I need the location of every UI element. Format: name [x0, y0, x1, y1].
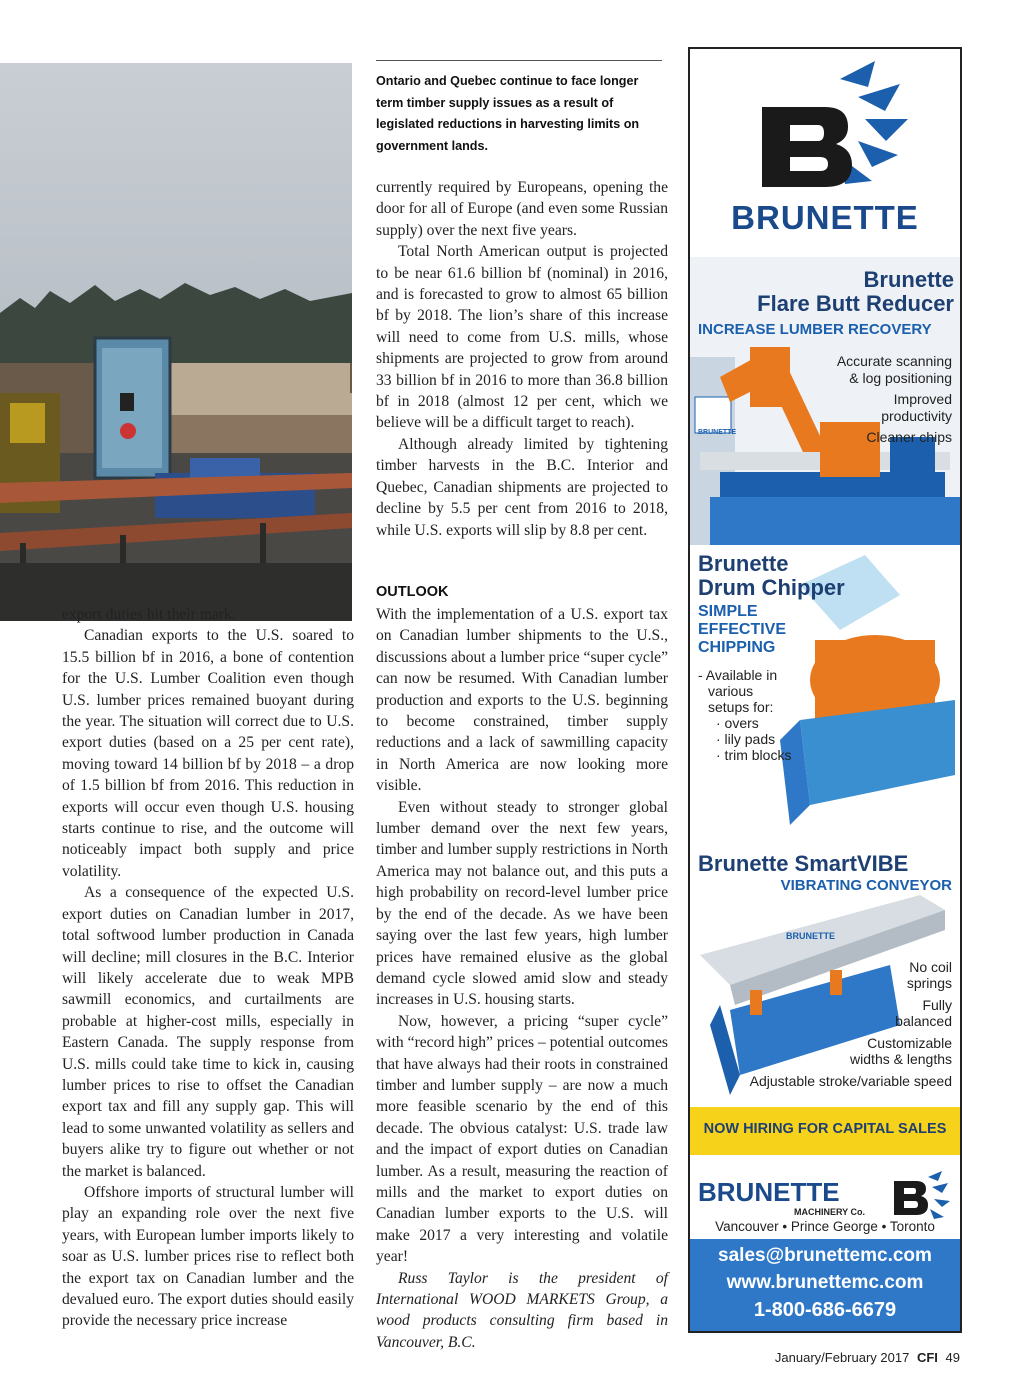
feature-text: productivity [881, 408, 952, 424]
feature-text: & log positioning [849, 370, 952, 386]
brunette-logo-icon [690, 49, 960, 199]
feature-text: setups for: [708, 699, 774, 715]
brand-footer-name: BRUNETTE [698, 1177, 840, 1207]
middle-column-bottom [376, 604, 668, 1353]
flare-tagline: INCREASE LUMBER RECOVERY [698, 321, 932, 338]
photo-caption: Ontario and Quebec continue to face longer term timber supply issues as a result of legislated reductions in harvesting limits on government lands. [376, 60, 662, 157]
drum-tagline [698, 603, 786, 657]
feature-text: - Available in [698, 667, 778, 683]
flare-title-1: Brunette [863, 267, 954, 292]
article-photo [0, 63, 352, 621]
machine-label: BRUNETTE [698, 429, 737, 436]
office-cities: Vancouver • Prince George • Toronto [715, 1219, 935, 1234]
paragraph: Offshore imports of structural lumber will play an expanding role over the next five years, with European lumber imports likely to soar as U.S. lumber prices rise to reflect both the export tax on Canadian lumber and the devalued euro. The export duties should easily provide the necessary price increase [62, 1183, 354, 1330]
feature-text: various [708, 683, 754, 699]
hiring-banner [690, 1107, 960, 1155]
paragraph: Total North American output is projected to be near 61.6 billion bf (nominal) in 2016, and is forecasted to grow to almost 65 billion bf by 2018. The lion’s share of this increase will need to come from U.S. mills, whose shipments are projected to grow from around 33 billion bf in 2016 to more than 36.8 billion bf in 2018 (almost 12 per cent, which we believe will be a difficult target to reach). [376, 243, 668, 432]
tagline-text: EFFECTIVE [698, 621, 787, 638]
brunette-small-logo-icon [890, 1169, 952, 1221]
feature-text: balanced [895, 1013, 952, 1029]
tagline-text: CHIPPING [698, 639, 776, 656]
paragraph: With the implementation of a U.S. export tax on Canadian lumber shipments to the U.S., discussions about a lumber price “super cycle” can now be resumed. With Canadian lumber production and exports to the U.S. beginning to become constrained, timber supply reductions and a lack of sawmilling capacity in North America are now looking more visible. [376, 606, 668, 795]
ad-contact-block [690, 1239, 960, 1331]
flare-features [837, 353, 952, 446]
feature-text: widths & lengths [850, 1051, 952, 1067]
ad-flare-butt-reducer [690, 257, 960, 545]
paragraph: Canadian exports to the U.S. soared to 15.5 billion bf in 2016, a bone of contention for the U.S. Lumber Coalition even though U.S. lumber prices remained buoyant during the year. The situation will correct due to U.S. export duties (based on a 25 per cent rate), moving toward 14 billion bf by 2018 – a drop of 1.5 billion bf from 2016. This reduction in exports will occur even though U.S. housing starts continue to rise, and the outcome will noticeably impact both supply and price volatility. [62, 627, 354, 880]
feature-text: · lily pads [716, 731, 776, 747]
feature-text: Improved [893, 391, 952, 407]
feature-text: springs [906, 975, 952, 991]
brand-subtitle: MACHINERY Co. [794, 1207, 866, 1217]
magazine-name: CFI [916, 1350, 938, 1365]
vibe-title: Brunette SmartVIBE [698, 851, 909, 876]
tagline-text: SIMPLE [698, 603, 758, 620]
paragraph: Even without steady to stronger global lumber demand over the next few years, timber and lumber supply restrictions in North America may not balance out, and this puts a high probability on record-level lumber price by the end of the decade. As we have been saying over the last few years, high lumber prices have remained elusive as the global demand cycle slowed amid slow and steady increases in U.S. housing starts. [376, 798, 668, 1009]
feature-text: Fully [922, 997, 952, 1013]
feature-text: Adjustable stroke/variable speed [749, 1073, 952, 1089]
feature-text: · overs [716, 715, 759, 731]
brunette-advertisement [688, 47, 962, 1333]
flare-title-2: Flare Butt Reducer [757, 291, 954, 316]
feature-text: Customizable [867, 1035, 952, 1051]
ad-drum-chipper [690, 545, 960, 835]
left-column [62, 604, 354, 1332]
ad-smartvibe [690, 835, 960, 1107]
vibe-tagline: VIBRATING CONVEYOR [780, 877, 952, 894]
paragraph: Now, however, a pricing “super cycle” with “record high” prices – potential outcomes that have always had their roots in constrained timber and lumber supply – are now a much more feasible scenario by the end of this decade. The obvious catalyst: U.S. trade law and the impact of export duties on Canadian lumber. As a result, measuring the reaction of mills and the market to export duties on Canadian lumber exports to the U.S. will make 2017 a very interesting and volatile year! [376, 1012, 668, 1266]
paragraph: As a consequence of the expected U.S. export duties on Canadian lumber in 2017, total softwood lumber production in Canada will decline; mill closures in the B.C. Interior will likely accelerate due to weak MPB sawmill economics, and curtailments are probable at higher-cost mills, especially in Eastern Canada. The supply response from U.S. mills could take time to kick in, causing lumber prices to rise to offset the Canadian export tax and fill any supply gap. This will lead to some unwanted volatility as sellers and buyers alike try to figure out whether or not the market is balanced. [62, 884, 354, 1180]
sawmill-photo [0, 63, 352, 621]
hiring-text: NOW HIRING FOR CAPITAL SALES [703, 1121, 947, 1137]
drum-title-1: Brunette [698, 551, 789, 576]
ad-logo-block [690, 49, 960, 257]
paragraph: currently required by Europeans, opening the door for all of Europe (and even some Russian supply) over the next five years. [376, 179, 668, 239]
contact-email[interactable]: sales@brunettemc.com [718, 1245, 932, 1266]
page-number: 49 [945, 1350, 960, 1365]
page-footer [775, 1350, 960, 1365]
drum-title-2: Drum Chipper [698, 575, 845, 600]
middle-column-top [376, 177, 668, 541]
paragraph: Although already limited by tightening timber harvests in the B.C. Interior and Quebec, Canadian shipments are projected to decline by 5.5 per cent from 2016 to 2018, while U.S. exports will slip by 8.8 per cent. [376, 435, 668, 539]
vibe-features [750, 959, 952, 1089]
feature-text: · trim blocks [716, 747, 792, 763]
drum-features [698, 667, 791, 763]
paragraph: export duties hit their mark. [62, 606, 236, 623]
contact-phone[interactable]: 1-800-686-6679 [753, 1299, 897, 1321]
contact-website[interactable]: www.brunettemc.com [726, 1272, 924, 1293]
feature-text: No coil [909, 959, 952, 975]
feature-text: Accurate scanning [836, 353, 952, 369]
feature-text: Cleaner chips [866, 429, 952, 445]
section-heading-outlook: OUTLOOK [376, 584, 449, 600]
author-bio: Russ Taylor is the president of International WOOD MARKETS Group, a wood products consulting firm based in Vancouver, B.C. [376, 1269, 668, 1351]
brand-name: BRUNETTE [731, 199, 919, 236]
ad-footer-brand [690, 1155, 960, 1239]
issue-date: January/February 2017 [774, 1350, 910, 1365]
machine-label: BRUNETTE [786, 931, 835, 941]
